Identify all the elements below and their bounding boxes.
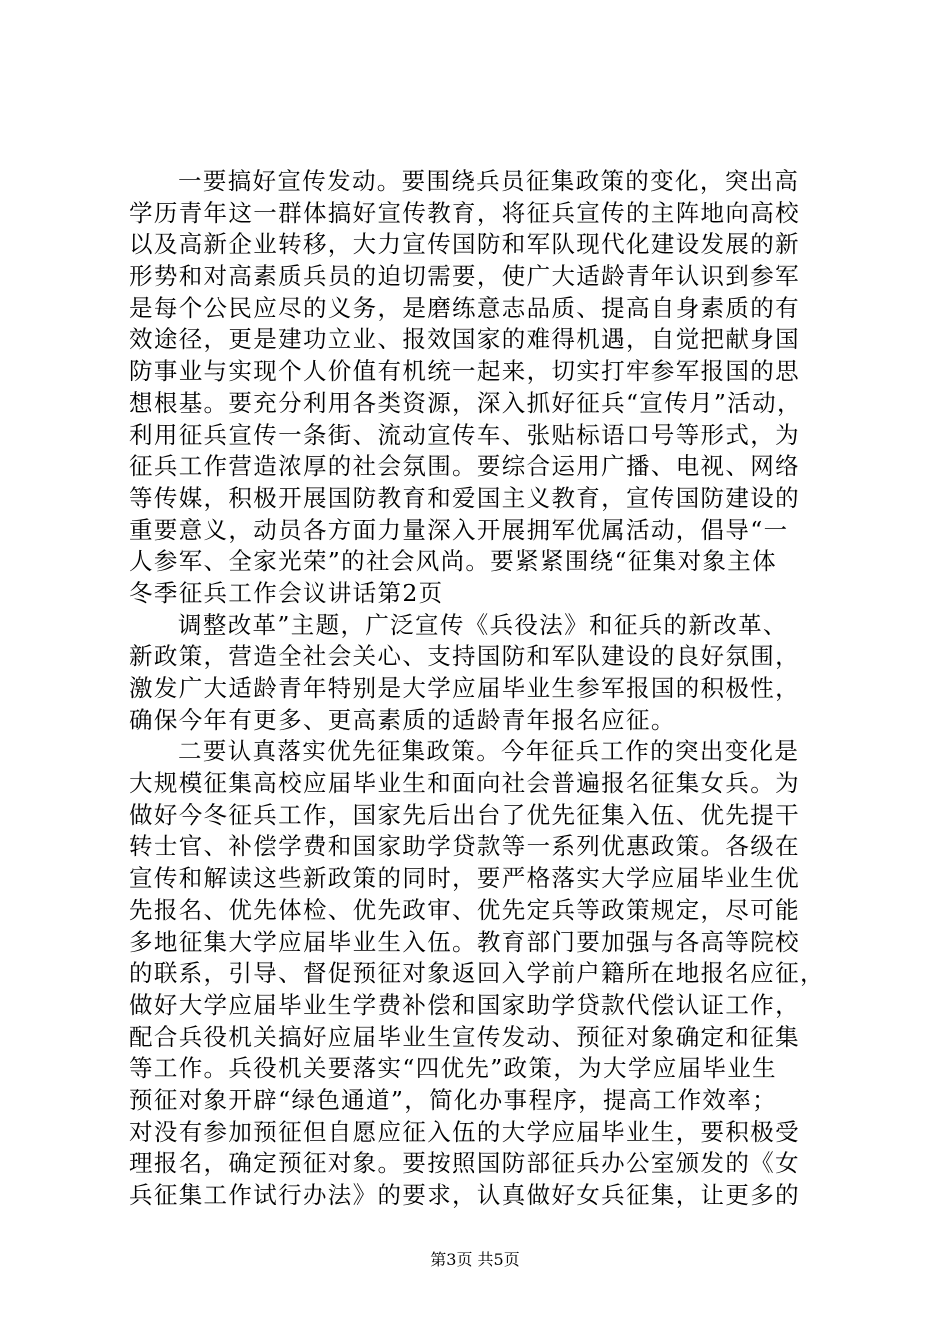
text-line: 是每个公民应尽的义务，是磨练意志品质、提高自身素质的有 [129, 293, 800, 322]
text-line: 多地征集大学应届毕业生入伍。教育部门要加强与各高等院校 [129, 927, 800, 956]
text-line: 的联系，引导、督促预征对象返回入学前户籍所在地报名应征， [129, 959, 825, 988]
text-line: 对没有参加预征但自愿应征入伍的大学应届毕业生，要积极受 [129, 1117, 800, 1146]
text-line: 理报名，确定预征对象。要按照国防部征兵办公室颁发的《女 [129, 1149, 800, 1178]
text-line: 等传媒，积极开展国防教育和爱国主义教育，宣传国防建设的 [129, 483, 800, 512]
text-line: 确保今年有更多、更高素质的适龄青年报名应征。 [129, 705, 676, 734]
text-line: 做好大学应届毕业生学费补偿和国家助学贷款代偿认证工作， [129, 990, 800, 1019]
text-line: 以及高新企业转移，大力宣传国防和军队现代化建设发展的新 [129, 230, 800, 259]
paragraph-first-line: 一要搞好宣传发动。要围绕兵员征集政策的变化，突出高 [178, 167, 800, 195]
text-line: 转士官、补偿学费和国家助学贷款等一系列优惠政策。各级在 [129, 832, 800, 861]
text-line: 激发广大适龄青年特别是大学应届毕业生参军报国的积极性， [129, 674, 800, 702]
page-footer: 第3页 共5页 [430, 1250, 520, 1269]
paragraph-first-line: 二要认真落实优先征集政策。今年征兵工作的突出变化是 [178, 737, 800, 766]
text-line: 形势和对高素质兵员的迫切需要，使广大适龄青年认识到参军 [129, 262, 800, 291]
text-line: 配合兵役机关搞好应届毕业生宣传发动、预征对象确定和征集 [129, 1022, 800, 1051]
text-line: 冬季征兵工作会议讲话第2页 [129, 578, 444, 607]
text-line: 利用征兵宣传一条街、流动宣传车、张贴标语口号等形式，为 [129, 420, 800, 449]
text-line: 想根基。要充分利用各类资源，深入抓好征兵“宣传月”活动， [129, 388, 802, 417]
text-line: 宣传和解读这些新政策的同时，要严格落实大学应届毕业生优 [129, 864, 800, 893]
text-line: 预征对象开辟“绿色通道”，简化办事程序，提高工作效率； [129, 1085, 777, 1114]
text-line: 兵征集工作试行办法》的要求，认真做好女兵征集，让更多的 [129, 1181, 800, 1209]
text-line: 重要意义，动员各方面力量深入开展拥军优属活动，倡导“一 [129, 515, 789, 544]
text-line: 防事业与实现个人价值有机统一起来，切实打牢参军报国的思 [129, 357, 800, 386]
text-line: 效途径，更是建功立业、报效国家的难得机遇，自觉把献身国 [129, 325, 800, 354]
text-line: 先报名、优先体检、优先政审、优先定兵等政策规定，尽可能 [129, 895, 800, 924]
paragraph-first-line: 调整改革”主题，广泛宣传《兵役法》和征兵的新改革、 [178, 610, 788, 639]
text-line: 学历青年这一群体搞好宣传教育，将征兵宣传的主阵地向高校 [129, 198, 800, 227]
text-line: 征兵工作营造浓厚的社会氛围。要综合运用广播、电视、网络 [129, 452, 800, 481]
text-line: 新政策，营造全社会关心、支持国防和军队建设的良好氛围， [129, 642, 800, 671]
text-line: 做好今冬征兵工作，国家先后出台了优先征集入伍、优先提干 [129, 800, 800, 829]
text-line: 等工作。兵役机关要落实“四优先”政策，为大学应届毕业生 [129, 1054, 777, 1083]
document-body [129, 166, 834, 1212]
text-line: 人参军、全家光荣”的社会风尚。要紧紧围绕“征集对象主体 [129, 547, 777, 576]
text-line: 大规模征集高校应届毕业生和面向社会普遍报名征集女兵。为 [129, 769, 800, 798]
